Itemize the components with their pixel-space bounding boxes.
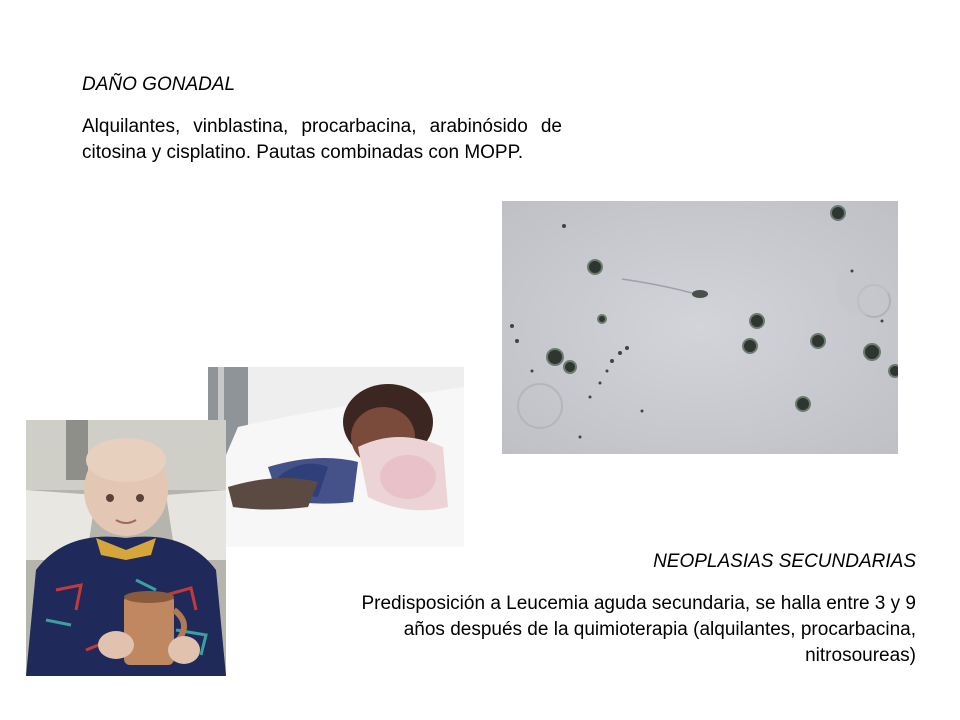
sleeping-child-photo (208, 367, 464, 547)
secondary-neoplasms-text: Predisposición a Leucemia aguda secundaria, se halla entre 3 y 9 años después de la quimioterapia (alquilantes, procarbacina, nitrosoureas) (361, 593, 916, 666)
secondary-neoplasms-title: NEOPLASIAS SECUNDARIAS (653, 551, 916, 572)
microscopy-photo (502, 201, 898, 454)
gonadal-damage-text: Alquilantes, vinblastina, procarbacina, arabinósido de citosina y cisplatino. Pautas combinadas con MOPP. (82, 116, 562, 163)
gonadal-damage-title: DAÑO GONADAL (82, 74, 236, 95)
child-with-mug-photo (26, 420, 226, 676)
